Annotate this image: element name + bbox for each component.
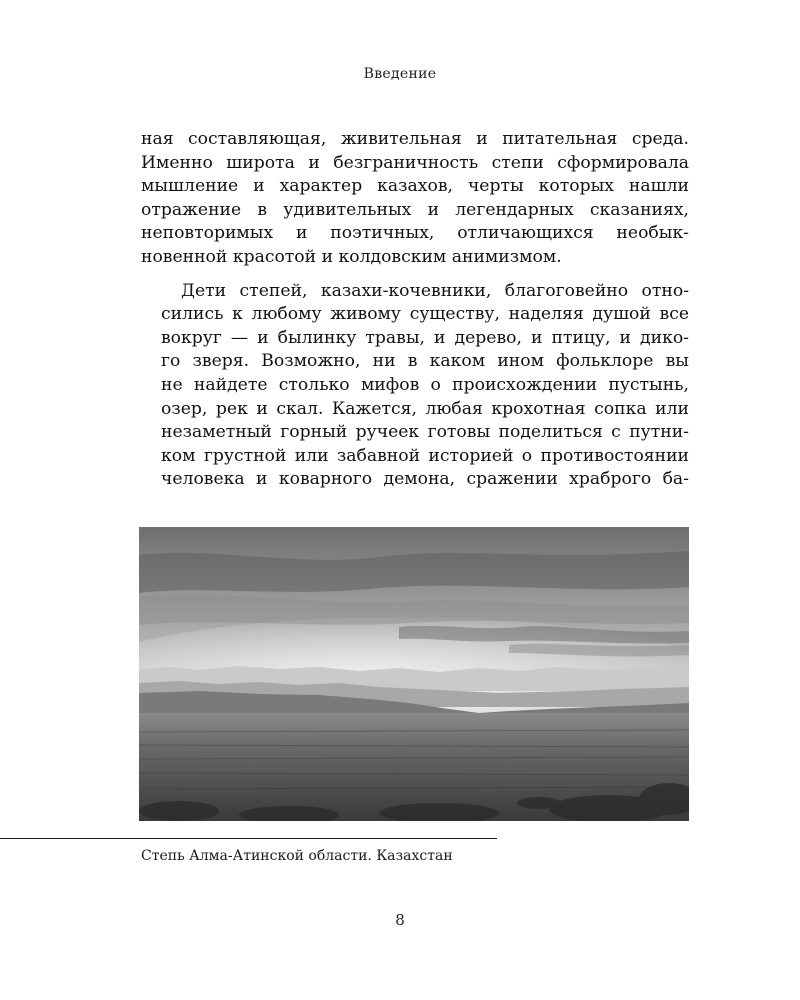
text-line: вокруг — и былинку травы, и дерево, и птицу, и дико- [161,327,689,348]
steppe-photo [139,527,689,821]
steppe-landscape-image [139,527,689,821]
text-line: мышление и характер казахов, черты которых нашли [141,176,689,197]
text-line: неповторимых и поэтичных, отличающихся необык- [141,223,689,244]
text-line: ком грустной или забавной историей о противостоянии [161,445,689,466]
figure-caption: Степь Алма-Атинской области. Казахстан [141,848,453,864]
text-line: Дети степей, казахи-кочевники, благоговейно отно- [181,280,689,301]
text-line: сились к любому живому существу, наделяя душой все [161,304,689,325]
text-line: незаметный горный ручеек готовы поделиться с путни- [161,422,689,443]
text-line: го зверя. Возможно, ни в каком ином фольклоре вы [161,351,689,372]
text-line: озер, рек и скал. Кажется, любая крохотная сопка или [161,398,689,419]
caption-rule [0,838,497,839]
text-line: ная составляющая, живительная и питательная среда. [141,129,689,149]
text-line: Именно широта и безграничность степи сформировала [141,152,689,173]
paragraph-1 [141,128,689,270]
text-line: новенной красотой и колдовским анимизмом. [141,246,562,267]
text-line: не найдете столько мифов о происхождении пустынь, [161,374,689,395]
text-line: отражение в удивительных и легендарных сказаниях, [141,199,689,220]
body-text [141,128,689,492]
text-line: человека и коварного демона, сражении храброго ба- [161,469,689,490]
paragraph-2 [141,280,689,492]
page-number: 8 [395,911,405,929]
running-header: Введение [363,66,437,82]
